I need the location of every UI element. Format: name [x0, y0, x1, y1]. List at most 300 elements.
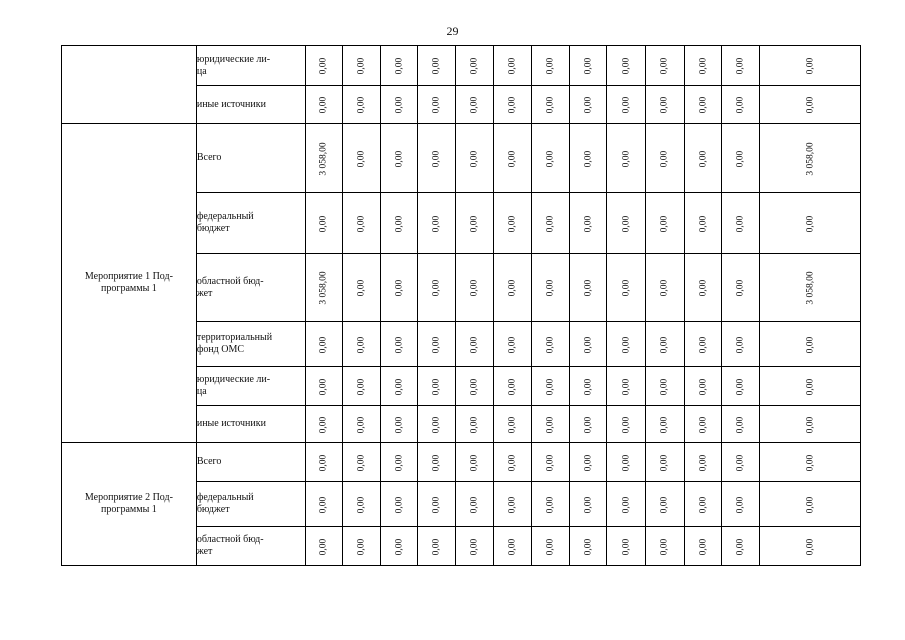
- value-cell: [342, 46, 380, 86]
- value-cell: [607, 322, 645, 367]
- value-text: 0,00: [318, 57, 329, 75]
- value-cell: [305, 367, 342, 406]
- value-cell: [607, 482, 645, 527]
- value-cell: [493, 124, 531, 193]
- value-cell: [456, 527, 493, 566]
- value-text: 0,00: [394, 279, 405, 297]
- value-cell: [570, 406, 607, 443]
- value-cell: [380, 482, 417, 527]
- value-cell: [722, 46, 760, 86]
- value-text: 0,00: [583, 336, 594, 353]
- value-text: 0,00: [507, 454, 518, 471]
- value-text: 0,00: [620, 336, 631, 353]
- value-text: 0,00: [431, 454, 442, 471]
- value-text: 0,00: [659, 496, 670, 513]
- value-text: 0,00: [356, 57, 367, 75]
- value-cell: [607, 86, 645, 124]
- value-text: 0,00: [659, 57, 670, 75]
- value-text: 3 058,00: [318, 271, 329, 305]
- value-text: 0,00: [583, 150, 594, 167]
- value-text: 0,00: [620, 57, 631, 75]
- value-cell: [456, 367, 493, 406]
- value-text: 0,00: [431, 378, 442, 395]
- value-text: 0,00: [583, 496, 594, 513]
- value-cell: [645, 367, 684, 406]
- value-text: 0,00: [805, 96, 816, 114]
- value-text: 0,00: [805, 57, 816, 75]
- value-text: 0,00: [659, 150, 670, 167]
- value-text: 0,00: [507, 538, 518, 555]
- value-cell: [456, 46, 493, 86]
- value-text: 0,00: [735, 538, 746, 555]
- value-cell: [418, 406, 456, 443]
- value-text: 0,00: [356, 454, 367, 471]
- value-text: 0,00: [507, 378, 518, 395]
- value-text: 0,00: [620, 378, 631, 395]
- value-cell: [684, 322, 721, 367]
- funding-source-cell: федеральный бюджет: [196, 193, 305, 254]
- total-value-cell: [760, 406, 861, 443]
- value-text: 0,00: [697, 336, 708, 353]
- value-text: 0,00: [583, 215, 594, 232]
- value-text: 0,00: [545, 378, 556, 395]
- value-cell: [418, 193, 456, 254]
- value-text: 0,00: [431, 215, 442, 232]
- value-text: 0,00: [469, 279, 480, 297]
- funding-source-cell: областной бюд- жет: [196, 527, 305, 566]
- value-cell: [456, 193, 493, 254]
- value-cell: [570, 527, 607, 566]
- value-cell: [305, 527, 342, 566]
- value-cell: [722, 443, 760, 482]
- value-cell: [305, 254, 342, 322]
- value-text: 0,00: [697, 279, 708, 297]
- value-text: 0,00: [583, 454, 594, 471]
- value-cell: [493, 254, 531, 322]
- value-text: 0,00: [583, 378, 594, 395]
- value-text: 0,00: [507, 279, 518, 297]
- value-cell: [607, 406, 645, 443]
- value-cell: [418, 443, 456, 482]
- value-text: 0,00: [697, 454, 708, 471]
- value-cell: [305, 86, 342, 124]
- value-cell: [531, 254, 569, 322]
- value-cell: [570, 443, 607, 482]
- value-text: 0,00: [356, 496, 367, 513]
- value-text: 0,00: [431, 96, 442, 114]
- value-cell: [722, 527, 760, 566]
- value-text: 0,00: [394, 378, 405, 395]
- value-text: 0,00: [620, 454, 631, 471]
- value-cell: [684, 46, 721, 86]
- value-cell: [456, 322, 493, 367]
- value-cell: [570, 124, 607, 193]
- value-cell: [305, 193, 342, 254]
- value-cell: [305, 46, 342, 86]
- value-cell: [380, 322, 417, 367]
- value-text: 3 058,00: [805, 141, 816, 176]
- value-text: 0,00: [735, 215, 746, 232]
- value-cell: [607, 367, 645, 406]
- value-text: 0,00: [805, 336, 816, 353]
- value-cell: [531, 322, 569, 367]
- value-text: 0,00: [507, 336, 518, 353]
- value-text: 0,00: [659, 336, 670, 353]
- value-text: 0,00: [620, 279, 631, 297]
- total-value-cell: [760, 46, 861, 86]
- value-cell: [684, 443, 721, 482]
- value-text: 0,00: [469, 57, 480, 75]
- value-text: 0,00: [356, 416, 367, 433]
- value-cell: [684, 124, 721, 193]
- value-cell: [418, 322, 456, 367]
- value-text: 0,00: [356, 378, 367, 395]
- value-text: 0,00: [545, 336, 556, 353]
- value-text: 0,00: [507, 57, 518, 75]
- value-text: 0,00: [318, 215, 329, 232]
- value-text: 0,00: [545, 496, 556, 513]
- value-cell: [684, 254, 721, 322]
- total-value-cell: [760, 527, 861, 566]
- value-text: 0,00: [659, 378, 670, 395]
- value-cell: [607, 443, 645, 482]
- value-text: 0,00: [469, 378, 480, 395]
- value-cell: [418, 86, 456, 124]
- value-text: 0,00: [620, 416, 631, 433]
- value-text: 0,00: [356, 150, 367, 167]
- value-text: 0,00: [735, 96, 746, 114]
- value-cell: [418, 46, 456, 86]
- value-text: 0,00: [469, 96, 480, 114]
- funding-source-cell: Всего: [196, 443, 305, 482]
- value-text: 0,00: [318, 96, 329, 114]
- value-text: 0,00: [394, 150, 405, 167]
- value-text: 0,00: [394, 215, 405, 232]
- value-text: 0,00: [735, 416, 746, 433]
- value-text: 0,00: [697, 215, 708, 232]
- value-cell: [493, 482, 531, 527]
- value-text: 0,00: [583, 416, 594, 433]
- value-text: 0,00: [318, 496, 329, 513]
- value-cell: [380, 406, 417, 443]
- value-cell: [493, 322, 531, 367]
- total-value-cell: [760, 443, 861, 482]
- value-text: 0,00: [431, 279, 442, 297]
- value-text: 0,00: [507, 96, 518, 114]
- value-text: 0,00: [507, 215, 518, 232]
- value-text: 0,00: [805, 538, 816, 555]
- value-text: 0,00: [659, 538, 670, 555]
- value-text: 0,00: [469, 150, 480, 167]
- total-value-cell: [760, 254, 861, 322]
- value-cell: [645, 46, 684, 86]
- value-cell: [305, 443, 342, 482]
- value-cell: [722, 124, 760, 193]
- value-text: 3 058,00: [805, 271, 816, 305]
- value-cell: [305, 406, 342, 443]
- value-cell: [531, 482, 569, 527]
- value-cell: [570, 46, 607, 86]
- value-cell: [493, 527, 531, 566]
- value-text: 0,00: [735, 279, 746, 297]
- funding-source-cell: территориальный фонд ОМС: [196, 322, 305, 367]
- value-text: 0,00: [659, 454, 670, 471]
- table-row: [62, 443, 861, 482]
- value-cell: [380, 46, 417, 86]
- value-text: 0,00: [583, 96, 594, 114]
- value-cell: [570, 482, 607, 527]
- value-text: 0,00: [469, 215, 480, 232]
- value-text: 0,00: [805, 416, 816, 433]
- value-cell: [342, 322, 380, 367]
- value-cell: [456, 86, 493, 124]
- value-text: 0,00: [620, 96, 631, 114]
- value-cell: [493, 406, 531, 443]
- funding-source-cell: иные источники: [196, 406, 305, 443]
- value-text: 0,00: [431, 150, 442, 167]
- value-cell: [645, 482, 684, 527]
- value-text: 0,00: [659, 279, 670, 297]
- value-text: 0,00: [394, 454, 405, 471]
- value-cell: [456, 482, 493, 527]
- value-text: 0,00: [659, 96, 670, 114]
- value-cell: [456, 443, 493, 482]
- value-text: 0,00: [735, 378, 746, 395]
- value-cell: [418, 124, 456, 193]
- value-text: 0,00: [805, 378, 816, 395]
- value-cell: [684, 406, 721, 443]
- value-cell: [570, 367, 607, 406]
- value-text: 0,00: [469, 496, 480, 513]
- value-cell: [342, 527, 380, 566]
- value-cell: [722, 482, 760, 527]
- value-cell: [607, 124, 645, 193]
- value-text: 0,00: [318, 538, 329, 555]
- value-text: 0,00: [545, 454, 556, 471]
- value-cell: [531, 367, 569, 406]
- value-text: 0,00: [697, 96, 708, 114]
- value-text: 0,00: [697, 150, 708, 167]
- value-text: 0,00: [469, 454, 480, 471]
- value-text: 0,00: [697, 416, 708, 433]
- value-cell: [531, 406, 569, 443]
- value-cell: [305, 482, 342, 527]
- value-cell: [645, 322, 684, 367]
- value-text: 0,00: [356, 336, 367, 353]
- value-cell: [380, 367, 417, 406]
- funding-source-cell: юридические ли- ца: [196, 367, 305, 406]
- value-cell: [493, 86, 531, 124]
- value-text: 0,00: [583, 279, 594, 297]
- value-text: 3 058,00: [318, 141, 329, 176]
- value-text: 0,00: [697, 496, 708, 513]
- value-cell: [684, 527, 721, 566]
- value-cell: [380, 443, 417, 482]
- table-row: [62, 46, 861, 86]
- value-text: 0,00: [583, 57, 594, 75]
- value-cell: [342, 86, 380, 124]
- value-cell: [570, 254, 607, 322]
- value-text: 0,00: [620, 496, 631, 513]
- value-text: 0,00: [545, 57, 556, 75]
- page-number: 29: [446, 24, 459, 38]
- value-cell: [645, 124, 684, 193]
- funding-source-cell: Всего: [196, 124, 305, 193]
- funding-source-cell: областной бюд- жет: [196, 254, 305, 322]
- value-text: 0,00: [507, 150, 518, 167]
- value-cell: [493, 46, 531, 86]
- value-text: 0,00: [805, 496, 816, 513]
- value-cell: [305, 124, 342, 193]
- value-text: 0,00: [394, 96, 405, 114]
- value-cell: [570, 86, 607, 124]
- value-cell: [380, 254, 417, 322]
- value-cell: [645, 406, 684, 443]
- value-cell: [570, 193, 607, 254]
- value-cell: [342, 193, 380, 254]
- value-cell: [607, 193, 645, 254]
- value-text: 0,00: [545, 150, 556, 167]
- value-cell: [380, 86, 417, 124]
- value-cell: [531, 124, 569, 193]
- value-cell: [607, 527, 645, 566]
- value-text: 0,00: [318, 378, 329, 395]
- value-text: 0,00: [394, 538, 405, 555]
- value-cell: [684, 193, 721, 254]
- total-value-cell: [760, 86, 861, 124]
- value-cell: [645, 527, 684, 566]
- value-cell: [531, 193, 569, 254]
- value-text: 0,00: [735, 57, 746, 75]
- event-name-cell: Мероприятие 1 Под- программы 1: [62, 124, 197, 443]
- value-cell: [722, 86, 760, 124]
- value-cell: [722, 406, 760, 443]
- value-cell: [305, 322, 342, 367]
- value-text: 0,00: [431, 496, 442, 513]
- value-cell: [645, 193, 684, 254]
- total-value-cell: [760, 322, 861, 367]
- value-text: 0,00: [735, 496, 746, 513]
- value-cell: [684, 367, 721, 406]
- budget-table: [61, 45, 861, 566]
- value-cell: [418, 482, 456, 527]
- value-cell: [531, 527, 569, 566]
- value-cell: [645, 86, 684, 124]
- value-cell: [456, 406, 493, 443]
- value-cell: [684, 482, 721, 527]
- value-cell: [722, 254, 760, 322]
- value-cell: [342, 406, 380, 443]
- value-text: 0,00: [507, 416, 518, 433]
- value-text: 0,00: [545, 96, 556, 114]
- value-cell: [342, 482, 380, 527]
- value-text: 0,00: [659, 416, 670, 433]
- event-name-cell: Мероприятие 2 Под- программы 1: [62, 443, 197, 566]
- value-text: 0,00: [545, 538, 556, 555]
- value-text: 0,00: [431, 416, 442, 433]
- value-text: 0,00: [469, 416, 480, 433]
- value-cell: [456, 124, 493, 193]
- total-value-cell: [760, 124, 861, 193]
- value-cell: [342, 124, 380, 193]
- value-cell: [380, 193, 417, 254]
- value-text: 0,00: [431, 336, 442, 353]
- value-text: 0,00: [394, 57, 405, 75]
- value-text: 0,00: [545, 215, 556, 232]
- total-value-cell: [760, 367, 861, 406]
- value-cell: [342, 254, 380, 322]
- value-text: 0,00: [620, 215, 631, 232]
- value-cell: [342, 443, 380, 482]
- value-text: 0,00: [697, 378, 708, 395]
- table-row: [62, 124, 861, 193]
- value-text: 0,00: [318, 336, 329, 353]
- total-value-cell: [760, 193, 861, 254]
- value-cell: [380, 124, 417, 193]
- value-text: 0,00: [735, 150, 746, 167]
- value-text: 0,00: [469, 538, 480, 555]
- value-cell: [418, 527, 456, 566]
- funding-source-cell: федеральный бюджет: [196, 482, 305, 527]
- value-text: 0,00: [469, 336, 480, 353]
- value-cell: [570, 322, 607, 367]
- value-text: 0,00: [394, 416, 405, 433]
- value-cell: [684, 86, 721, 124]
- value-cell: [493, 193, 531, 254]
- value-text: 0,00: [507, 496, 518, 513]
- value-text: 0,00: [620, 538, 631, 555]
- value-text: 0,00: [545, 279, 556, 297]
- value-text: 0,00: [620, 150, 631, 167]
- value-cell: [531, 443, 569, 482]
- value-text: 0,00: [431, 57, 442, 75]
- value-text: 0,00: [545, 416, 556, 433]
- event-name-cell: [62, 46, 197, 124]
- value-cell: [342, 367, 380, 406]
- value-cell: [493, 367, 531, 406]
- value-text: 0,00: [583, 538, 594, 555]
- value-cell: [418, 254, 456, 322]
- funding-source-cell: иные источники: [196, 86, 305, 124]
- value-cell: [418, 367, 456, 406]
- value-text: 0,00: [659, 215, 670, 232]
- value-text: 0,00: [318, 416, 329, 433]
- value-text: 0,00: [356, 96, 367, 114]
- value-cell: [380, 527, 417, 566]
- value-text: 0,00: [735, 454, 746, 471]
- value-text: 0,00: [394, 496, 405, 513]
- value-cell: [493, 443, 531, 482]
- value-cell: [645, 254, 684, 322]
- value-cell: [531, 86, 569, 124]
- value-text: 0,00: [431, 538, 442, 555]
- value-cell: [607, 46, 645, 86]
- value-text: 0,00: [356, 538, 367, 555]
- value-cell: [722, 193, 760, 254]
- value-cell: [607, 254, 645, 322]
- value-text: 0,00: [735, 336, 746, 353]
- value-text: 0,00: [805, 454, 816, 471]
- funding-source-cell: юридические ли- ца: [196, 46, 305, 86]
- value-cell: [456, 254, 493, 322]
- value-text: 0,00: [356, 279, 367, 297]
- value-text: 0,00: [356, 215, 367, 232]
- total-value-cell: [760, 482, 861, 527]
- value-cell: [722, 322, 760, 367]
- value-text: 0,00: [697, 538, 708, 555]
- value-cell: [531, 46, 569, 86]
- value-text: 0,00: [318, 454, 329, 471]
